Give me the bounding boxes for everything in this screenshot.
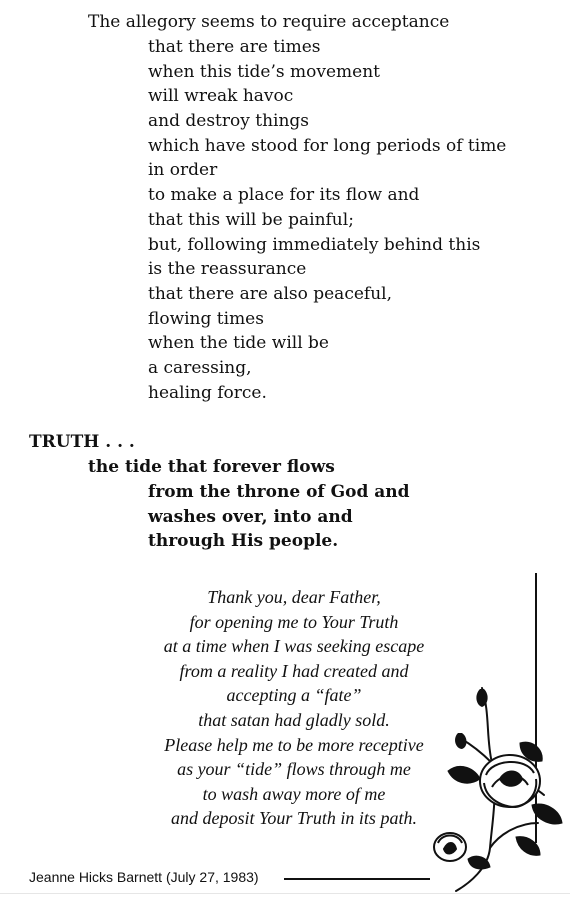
truth-line: through His people. xyxy=(148,531,339,551)
allegory-line: healing force. xyxy=(148,383,267,403)
allegory-line: which have stood for long periods of time xyxy=(148,136,507,156)
prayer-line: at a time when I was seeking escape xyxy=(163,636,425,657)
allegory-line: when this tide’s movement xyxy=(148,62,380,82)
allegory-line: that there are times xyxy=(148,37,321,57)
prayer-line: Thank you, dear Father, xyxy=(207,587,381,607)
allegory-line: when the tide will be xyxy=(148,333,329,353)
prayer-line: accepting a “fate” xyxy=(226,685,362,706)
allegory-line: flowing times xyxy=(148,309,264,329)
truth-line: from the throne of God and xyxy=(148,482,410,502)
allegory-first-line: The allegory seems to require acceptance xyxy=(88,12,450,32)
prayer-line: that satan had gladly sold. xyxy=(198,709,390,730)
allegory-line: and destroy things xyxy=(148,111,310,131)
allegory-line: that this will be painful; xyxy=(148,210,354,230)
prayer-line: as your “tide” flows through me xyxy=(177,759,411,780)
page-bottom-border xyxy=(0,893,570,894)
prayer-line: Please help me to be more receptive xyxy=(164,734,424,755)
prayer-line: to wash away more of me xyxy=(202,783,386,804)
truth-subline: the tide that forever flows xyxy=(88,457,335,477)
allegory-line: a caressing, xyxy=(148,358,252,378)
author-attribution: Jeanne Hicks Barnett (July 27, 1983) xyxy=(29,869,259,885)
allegory-line: but, following immediately behind this xyxy=(148,235,481,255)
allegory-line: that there are also peaceful, xyxy=(148,284,392,304)
truth-line: washes over, into and xyxy=(148,507,353,527)
prayer-line: and deposit Your Truth in its path. xyxy=(171,808,417,829)
allegory-line: will wreak havoc xyxy=(148,86,294,106)
allegory-line: in order xyxy=(148,160,218,180)
truth-heading: TRUTH . . . xyxy=(29,432,135,452)
allegory-line: is the reassurance xyxy=(148,259,307,279)
signature-line xyxy=(284,878,430,880)
prayer-line: from a reality I had created and xyxy=(179,660,409,681)
rose-icon xyxy=(420,683,570,893)
allegory-line: to make a place for its flow and xyxy=(148,185,420,205)
prayer-line: for opening me to Your Truth xyxy=(189,611,399,632)
